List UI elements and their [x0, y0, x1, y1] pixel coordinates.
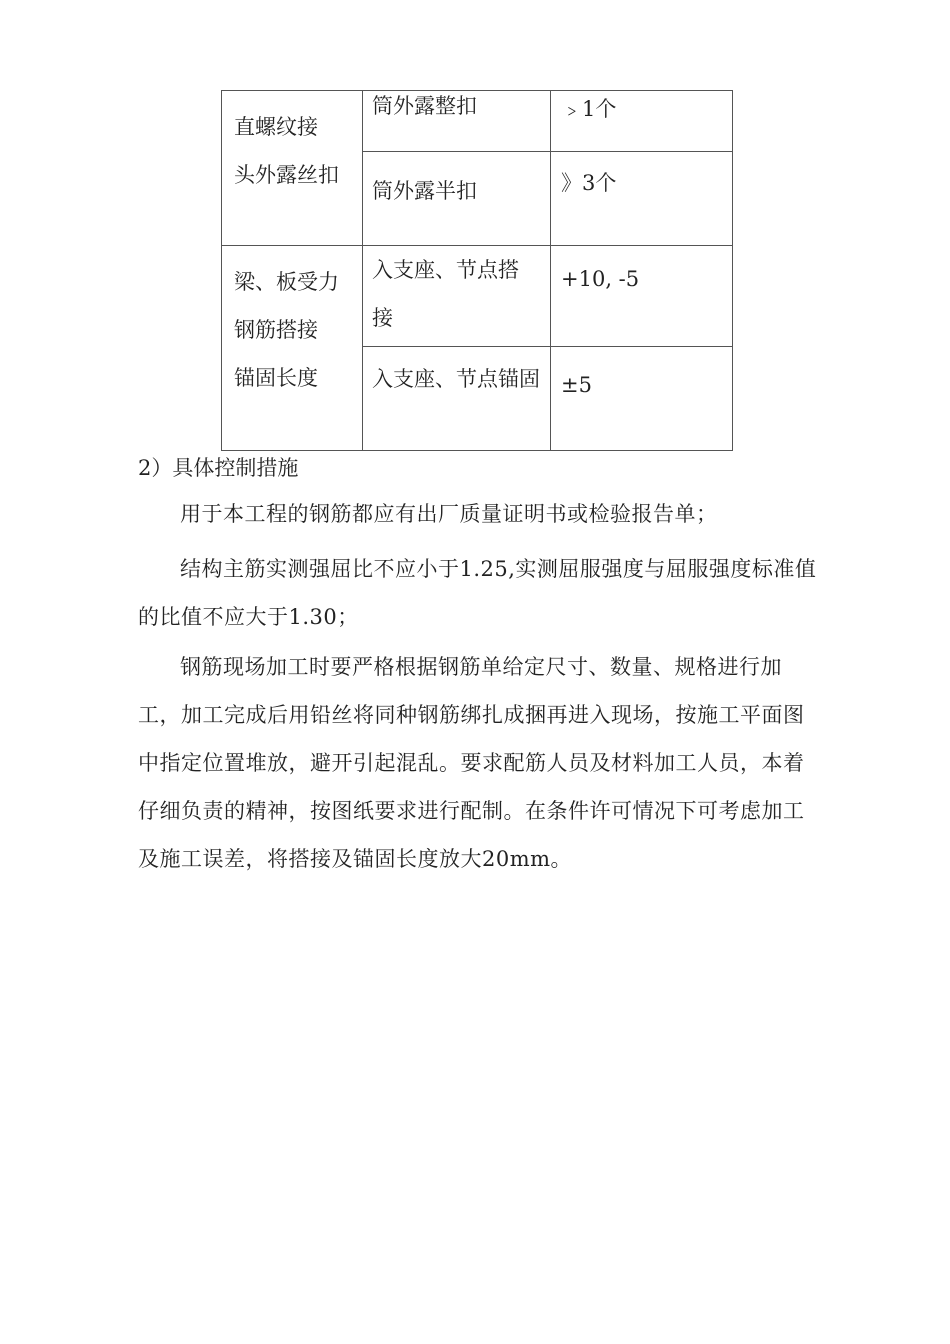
group-label: 梁、板受力 钢筋搭接 锚固长度 — [234, 270, 339, 390]
table-cell-group — [222, 91, 363, 246]
item-label: 入支座、节点锚固 — [372, 367, 540, 391]
group-label: 直螺纹接 头外露丝扣 — [234, 115, 339, 187]
table-cell-item — [363, 347, 551, 451]
value-label: ±5 — [561, 373, 592, 397]
table-cell-item — [363, 152, 551, 246]
value-label: 》3个 — [561, 171, 617, 195]
table-cell-group — [222, 246, 363, 451]
spec-table — [221, 90, 733, 451]
table-cell-value — [551, 152, 733, 246]
item-label: 入支座、节点搭 接 — [372, 258, 519, 330]
item-label: 筒外露半扣 — [372, 179, 477, 203]
table-cell-item — [363, 246, 551, 347]
paragraph: 结构主筋实测强屈比不应小于1.25,实测屈服强度与屈服强度标准值的比值不应大于1.30； — [138, 557, 817, 629]
paragraph: 用于本工程的钢筋都应有出厂质量证明书或检验报告单； — [180, 502, 718, 526]
table-row — [222, 91, 733, 152]
table-cell-item — [363, 91, 551, 152]
value-label: +10, -5 — [561, 267, 640, 291]
item-label: 筒外露整扣 — [372, 94, 477, 118]
value-label: ﹥1个 — [561, 97, 617, 121]
table-row — [222, 246, 733, 347]
table-cell-value — [551, 246, 733, 347]
table-cell-value — [551, 91, 733, 152]
table-cell-value — [551, 347, 733, 451]
section-heading: 2）具体控制措施 — [138, 456, 299, 480]
paragraph: 钢筋现场加工时要严格根据钢筋单给定尺寸、数量、规格进行加工，加工完成后用铅丝将同种钢筋绑扎成捆再进入现场，按施工平面图中指定位置堆放，避开引起混乱。要求配筋人员及材料加工人员，本着仔细负责的精神，按图纸要求进行配制。在条件许可情况下可考虑加工及施工误差，将搭接及锚固长度放大20mm。 — [138, 655, 805, 871]
